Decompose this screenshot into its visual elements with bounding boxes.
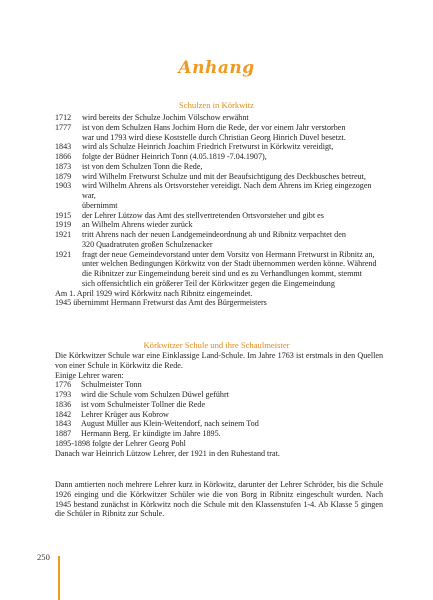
teacher-year: 1776 (55, 380, 72, 390)
schulzen-row (55, 259, 383, 269)
schulzen-text: ist von dem Schulzen Hans Jochim Horn die Rede, der vor einem Jahr verstorben (82, 122, 346, 132)
schulzen-year: 1919 (55, 220, 72, 230)
schulzen-year: 1843 (55, 142, 72, 152)
schulzen-year: 1777 (55, 122, 72, 132)
schulzen-text: ist von dem Schulzen Tonn die Rede, (82, 161, 203, 171)
schulzen-row (55, 142, 383, 152)
schulzen-row (55, 123, 383, 133)
teacher-text: wird die Schule vom Schulzen Düwel geführt (81, 390, 229, 399)
teacher-after-line: Danach war Heinrich Lützow Lehrer, der 1921 in den Ruhestand trat. (55, 448, 280, 458)
schulzen-text: wird als Schulze Heinrich Joachim Friedrich Fretwurst in Körkwitz vereidigt, (82, 142, 334, 152)
schulzen-year: 1866 (55, 152, 72, 161)
schulzen-text: die Ribnitzer zur Eingemeindung bereit sind und es zu Verhandlungen kommt, stemmt (82, 269, 362, 278)
teacher-row (55, 400, 383, 410)
closing-paragraph: Dann amtierten noch mehrere Lehrer kurz in Körkwitz, darunter der Lehrer Schröder, bis die Schule 1926 einging und die Körkwitzer Schüler wie die von Borg in Ribnitz eingeschult wurden. Nach 1945 bestand zunächst in Körkwitz noch die Schule mit den Klassenstufen 1-4. Ab Klasse 5 gingen die Schüler in Ribnitz zur Schule. (55, 480, 383, 519)
teacher-row (55, 419, 383, 429)
schulzen-text: folgte der Büdner Heinrich Tonn (4.05.1819 -7.04.1907), (82, 152, 267, 161)
schulzen-row (55, 269, 383, 279)
schulzen-text: übernimmt (82, 200, 118, 210)
schulzen-row (55, 113, 383, 123)
schulzen-text: tritt Ahrens nach der neuen Landgemeindeordnung ab und Ribnitz verpachtet den (82, 230, 346, 239)
teacher-list-label: Einige Lehrer waren: (55, 370, 124, 380)
teacher-list (55, 380, 383, 439)
schulzen-text: sich offensichtlich ein größerer Teil der Körkwitzer gegen die Eingemeindung (82, 278, 335, 288)
page-number: 250 (37, 552, 50, 562)
schulzen-year: 1879 (55, 171, 72, 181)
teacher-list-after (55, 439, 383, 459)
schule-section (55, 351, 383, 458)
schulzen-row (55, 172, 383, 182)
teacher-row (55, 429, 383, 439)
schulzen-tail-line: Am 1. April 1929 wird Körkwitz nach Ribnitz eingemeindet. (55, 288, 253, 298)
schulzen-row (55, 220, 383, 230)
schulzen-row (55, 240, 383, 250)
schulzen-row (55, 162, 383, 172)
teacher-year: 1887 (55, 429, 72, 438)
teacher-text: ist vom Schulmeister Tollner die Rede (81, 399, 206, 409)
schulzen-list (55, 113, 383, 308)
schulzen-year: 1903 (55, 181, 72, 191)
section-heading-schulzen: Schulzen in Körkwitz (179, 100, 254, 110)
schulzen-text: unter welchen Bedingungen Körkwitz von der Stadt übernommen werden könne. Während (82, 259, 377, 269)
schulzen-tail-line: 1945 übernimmt Hermann Fretwurst das Amt des Bürgermeisters (55, 298, 267, 308)
teacher-text: August Müller aus Klein-Weitendorf, nach seinem Tod (81, 419, 259, 429)
schulzen-row (55, 211, 383, 221)
teacher-text: Hermann Berg. Er kündigte im Jahre 1895. (81, 429, 221, 438)
schulzen-text: wird Wilhelm Ahrens als Ortsvorsteher vereidigt. Nach dem Ahrens im Krieg eingezogen war, (82, 181, 372, 200)
schule-intro: Die Körkwitzer Schule war eine Einklassige Land-Schule. Im Jahre 1763 ist erstmals in den Quellen von einer Schule in Körkwitz die Rede. (55, 351, 383, 370)
page-title: Anhang (178, 58, 255, 78)
schulzen-text: wird Wilhelm Fretwurst Schulze und mit der Beaufsichtigung des Deckbusches betreut, (82, 171, 366, 181)
schulzen-row (55, 181, 383, 201)
schulzen-row (55, 201, 383, 211)
schulzen-text: an Wilhelm Ahrens wieder zurück (82, 220, 193, 230)
teacher-row (55, 380, 383, 390)
teacher-year: 1843 (55, 419, 72, 429)
teacher-text: Lehrer Krüger aus Kobrow (81, 409, 169, 419)
teacher-row (55, 390, 383, 400)
schulzen-row (55, 152, 383, 162)
schulzen-year: 1915 (55, 210, 72, 220)
schulzen-row (55, 279, 383, 289)
schulzen-year: 1712 (55, 113, 72, 122)
teacher-text: Schulmeister Tonn (81, 380, 142, 390)
teacher-row (55, 410, 383, 420)
margin-rule (58, 556, 60, 600)
teacher-year: 1836 (55, 399, 72, 409)
teacher-year: 1842 (55, 409, 72, 419)
schulzen-year: 1921 (55, 249, 72, 259)
schulzen-text: der Lehrer Lützow das Amt des stellvertretenden Ortsvorsteher und gibt es (82, 210, 324, 220)
section-heading-schule: Körkwitzer Schule und ihre Schaulmeister (143, 340, 290, 350)
schulzen-year: 1921 (55, 230, 72, 239)
teacher-after-line: 1895-1898 folgte der Lehrer Georg Pohl (55, 438, 186, 448)
schulzen-row (55, 133, 383, 143)
schulzen-text: wird bereits der Schulze Jochim Völschow erwähnt (82, 113, 249, 122)
teacher-year: 1793 (55, 390, 72, 399)
schulzen-row (55, 250, 383, 260)
schulzen-text: fragt der neue Gemeindevorstand unter dem Vorsitz von Hermann Fretwurst in Ribnitz an, (82, 249, 375, 259)
schulzen-text: 320 Quadratruten großen Schulzenacker (82, 239, 213, 249)
schulzen-year: 1873 (55, 161, 72, 171)
schulzen-text: war und 1793 wird diese Koststelle durch Christian Georg Hinrich Duvel besetzt. (82, 132, 346, 142)
schulzen-row (55, 230, 383, 240)
